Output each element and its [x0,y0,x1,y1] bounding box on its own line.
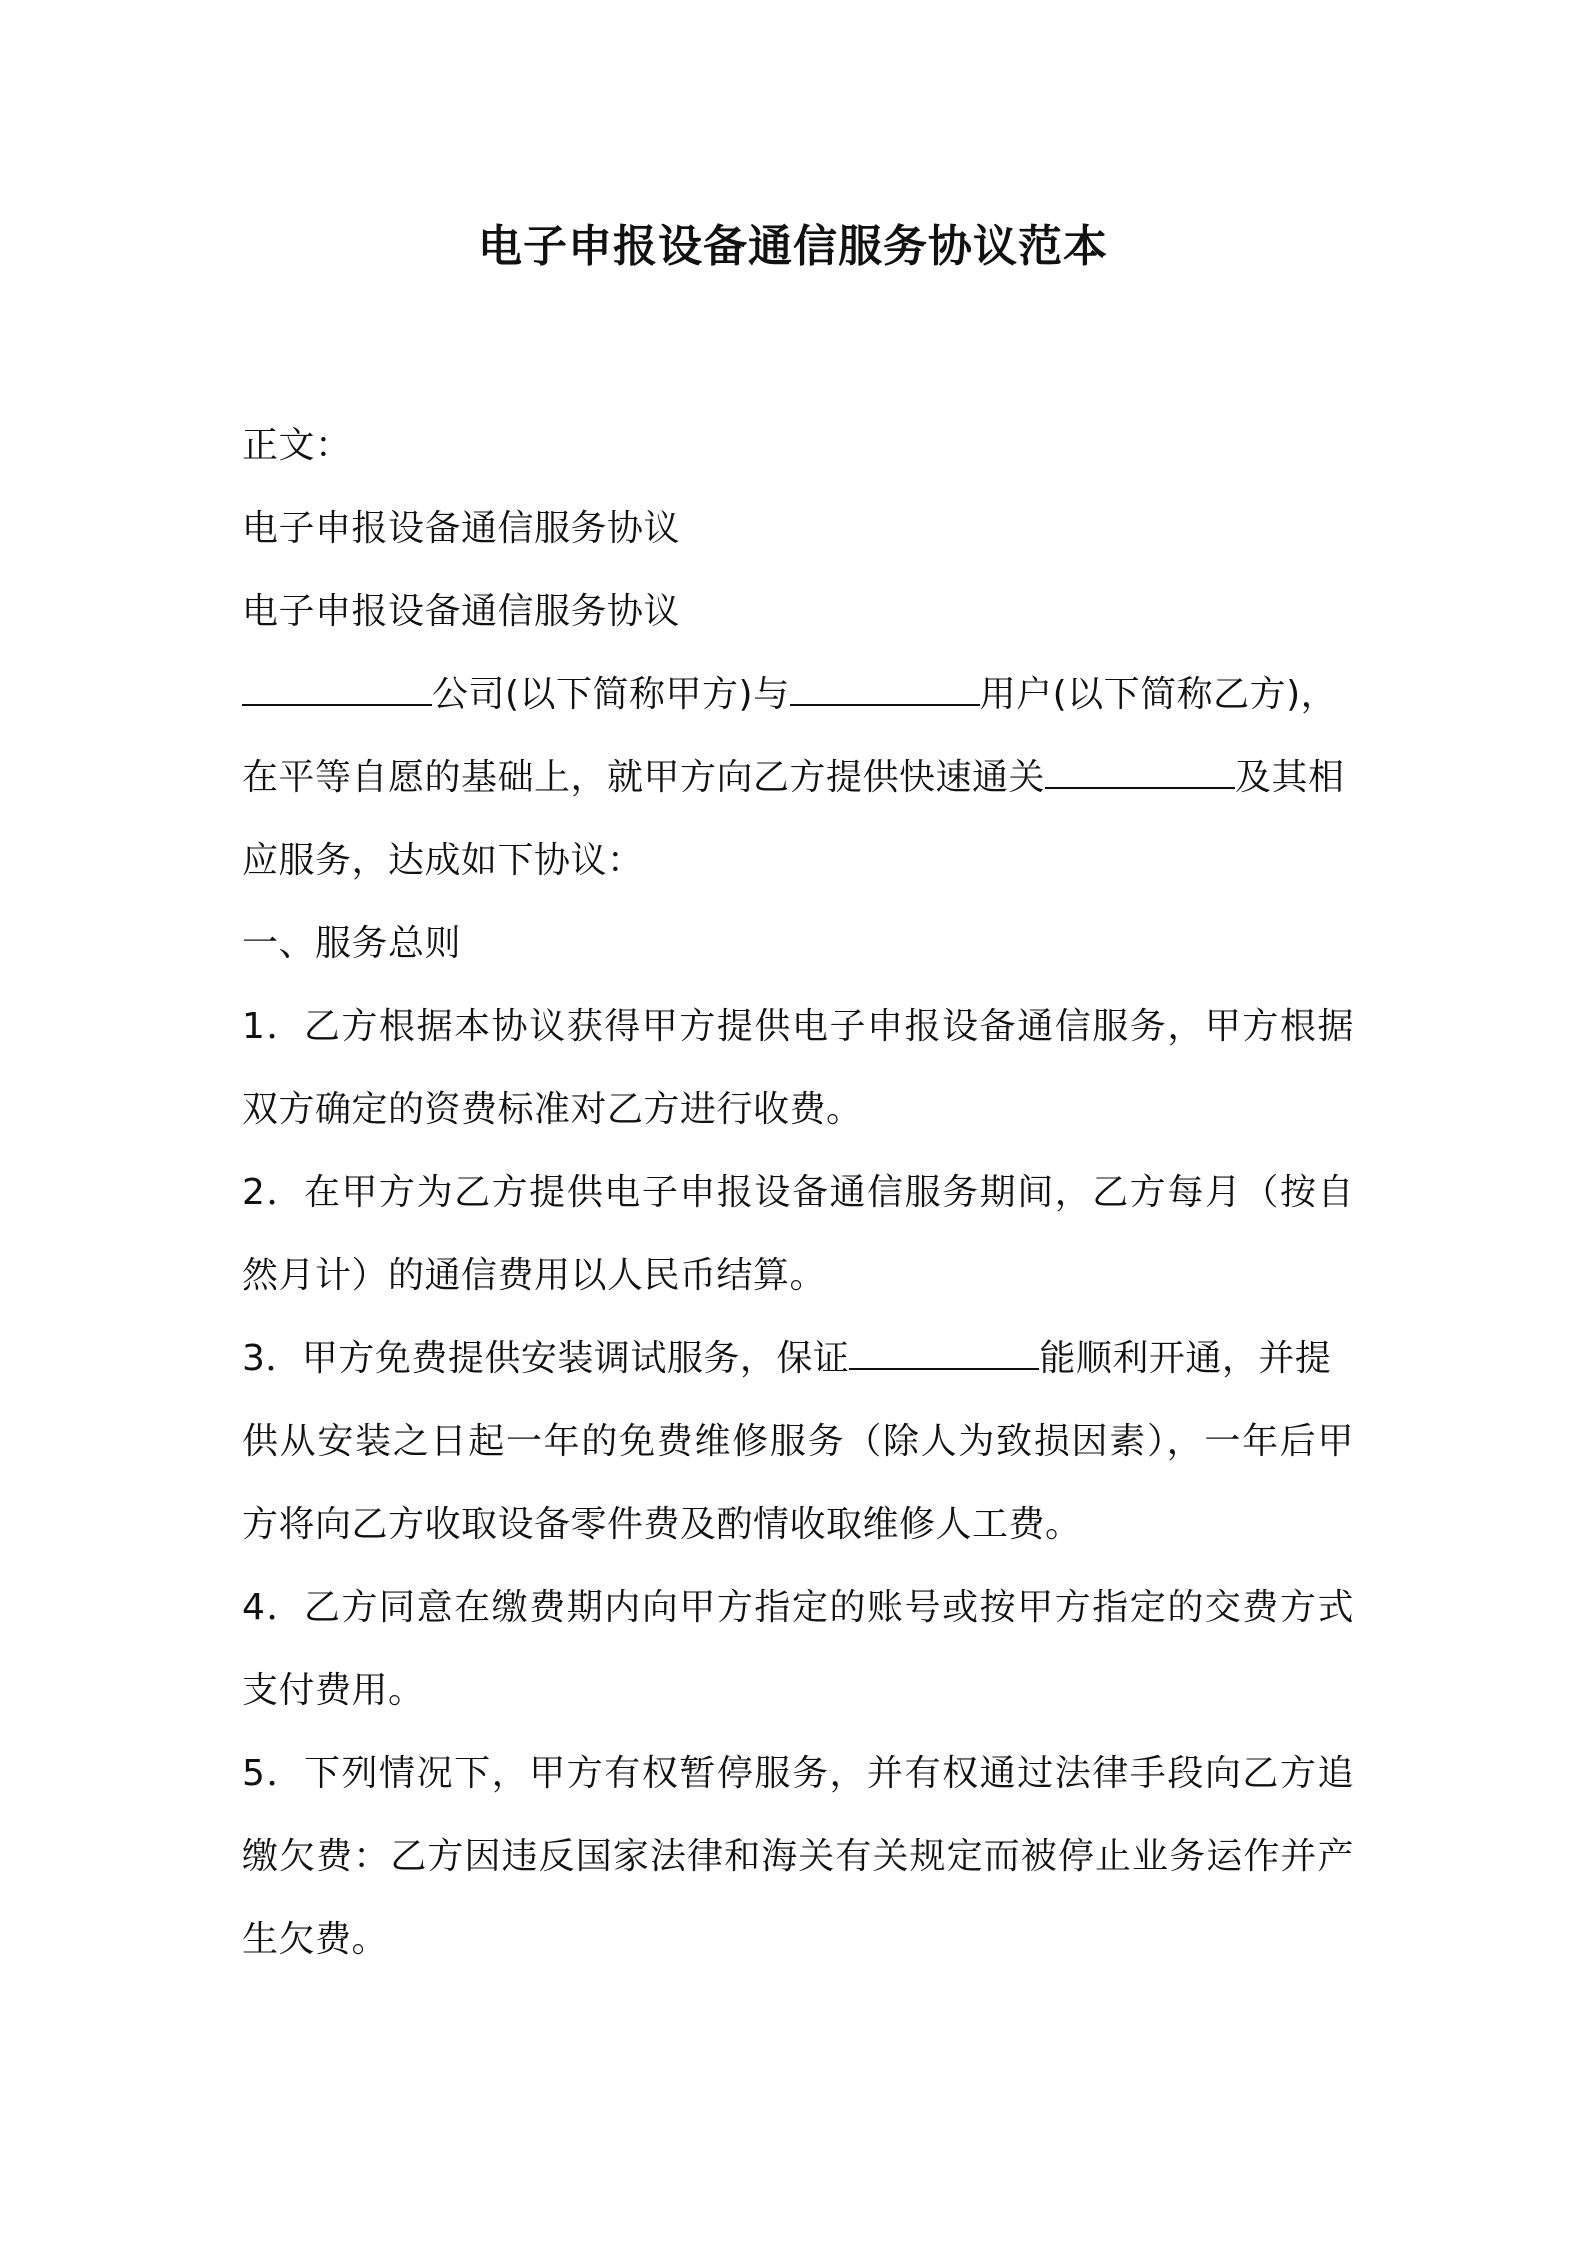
clause-1-line-2: 双方确定的资费标准对乙方进行收费。 [242,1089,863,1130]
parties-line [242,653,1354,736]
document-title: 电子申报设备通信服务协议范本 [478,221,1108,272]
clause-3-line-3: 方将向乙方收取设备零件费及酌情收取维修人工费。 [242,1504,1082,1545]
blank-company [242,668,432,706]
blank-equipment [849,1332,1039,1370]
parties-text-b: 用户(以下简称乙方)， [979,674,1338,715]
section-heading-general: 一、服务总则 [242,923,462,964]
clause-2-line-2: 然月计）的通信费用以人民币结算。 [242,1255,827,1296]
section-label: 正文： [242,425,352,466]
basis-line-end: 应服务，达成如下协议： [242,840,644,881]
parties-text-a: 公司(以下简称甲方)与 [432,674,790,715]
clause-4-line-1: 4．乙方同意在缴费期内向甲方指定的账号或按甲方指定的交费方式 [242,1587,1354,1628]
agreement-name-repeat: 电子申报设备通信服务协议 [242,591,681,632]
clause-3-line-2: 供从安装之日起一年的免费维修服务（除人为致损因素），一年后甲 [242,1421,1354,1462]
clause-4-line-2: 支付费用。 [242,1670,425,1711]
clause-3-line-1 [242,1317,1354,1400]
clause-3-text-b: 能顺利开通，并提 [1039,1338,1332,1379]
basis-line [242,736,1354,819]
clause-2-line-1: 2．在甲方为乙方提供电子申报设备通信服务期间，乙方每月（按自 [242,1172,1354,1213]
agreement-name: 电子申报设备通信服务协议 [242,508,681,549]
document-body [242,404,1354,1981]
blank-user [790,668,980,706]
basis-text-a: 在平等自愿的基础上，就甲方向乙方提供快速通关 [242,757,1046,798]
clause-5-line-3: 生欠费。 [242,1919,389,1960]
clause-5-line-2: 缴欠费：乙方因违反国家法律和海关有关规定而被停止业务运作并产 [242,1836,1354,1877]
blank-service [1045,751,1235,789]
clause-5-line-1: 5．下列情况下，甲方有权暂停服务，并有权通过法律手段向乙方追 [242,1753,1354,1794]
clause-3-text-a: 3．甲方免费提供安装调试服务，保证 [242,1338,850,1379]
basis-text-b: 及其相 [1235,757,1345,798]
clause-1-line-1: 1．乙方根据本协议获得甲方提供电子申报设备通信服务，甲方根据 [242,1006,1354,1047]
